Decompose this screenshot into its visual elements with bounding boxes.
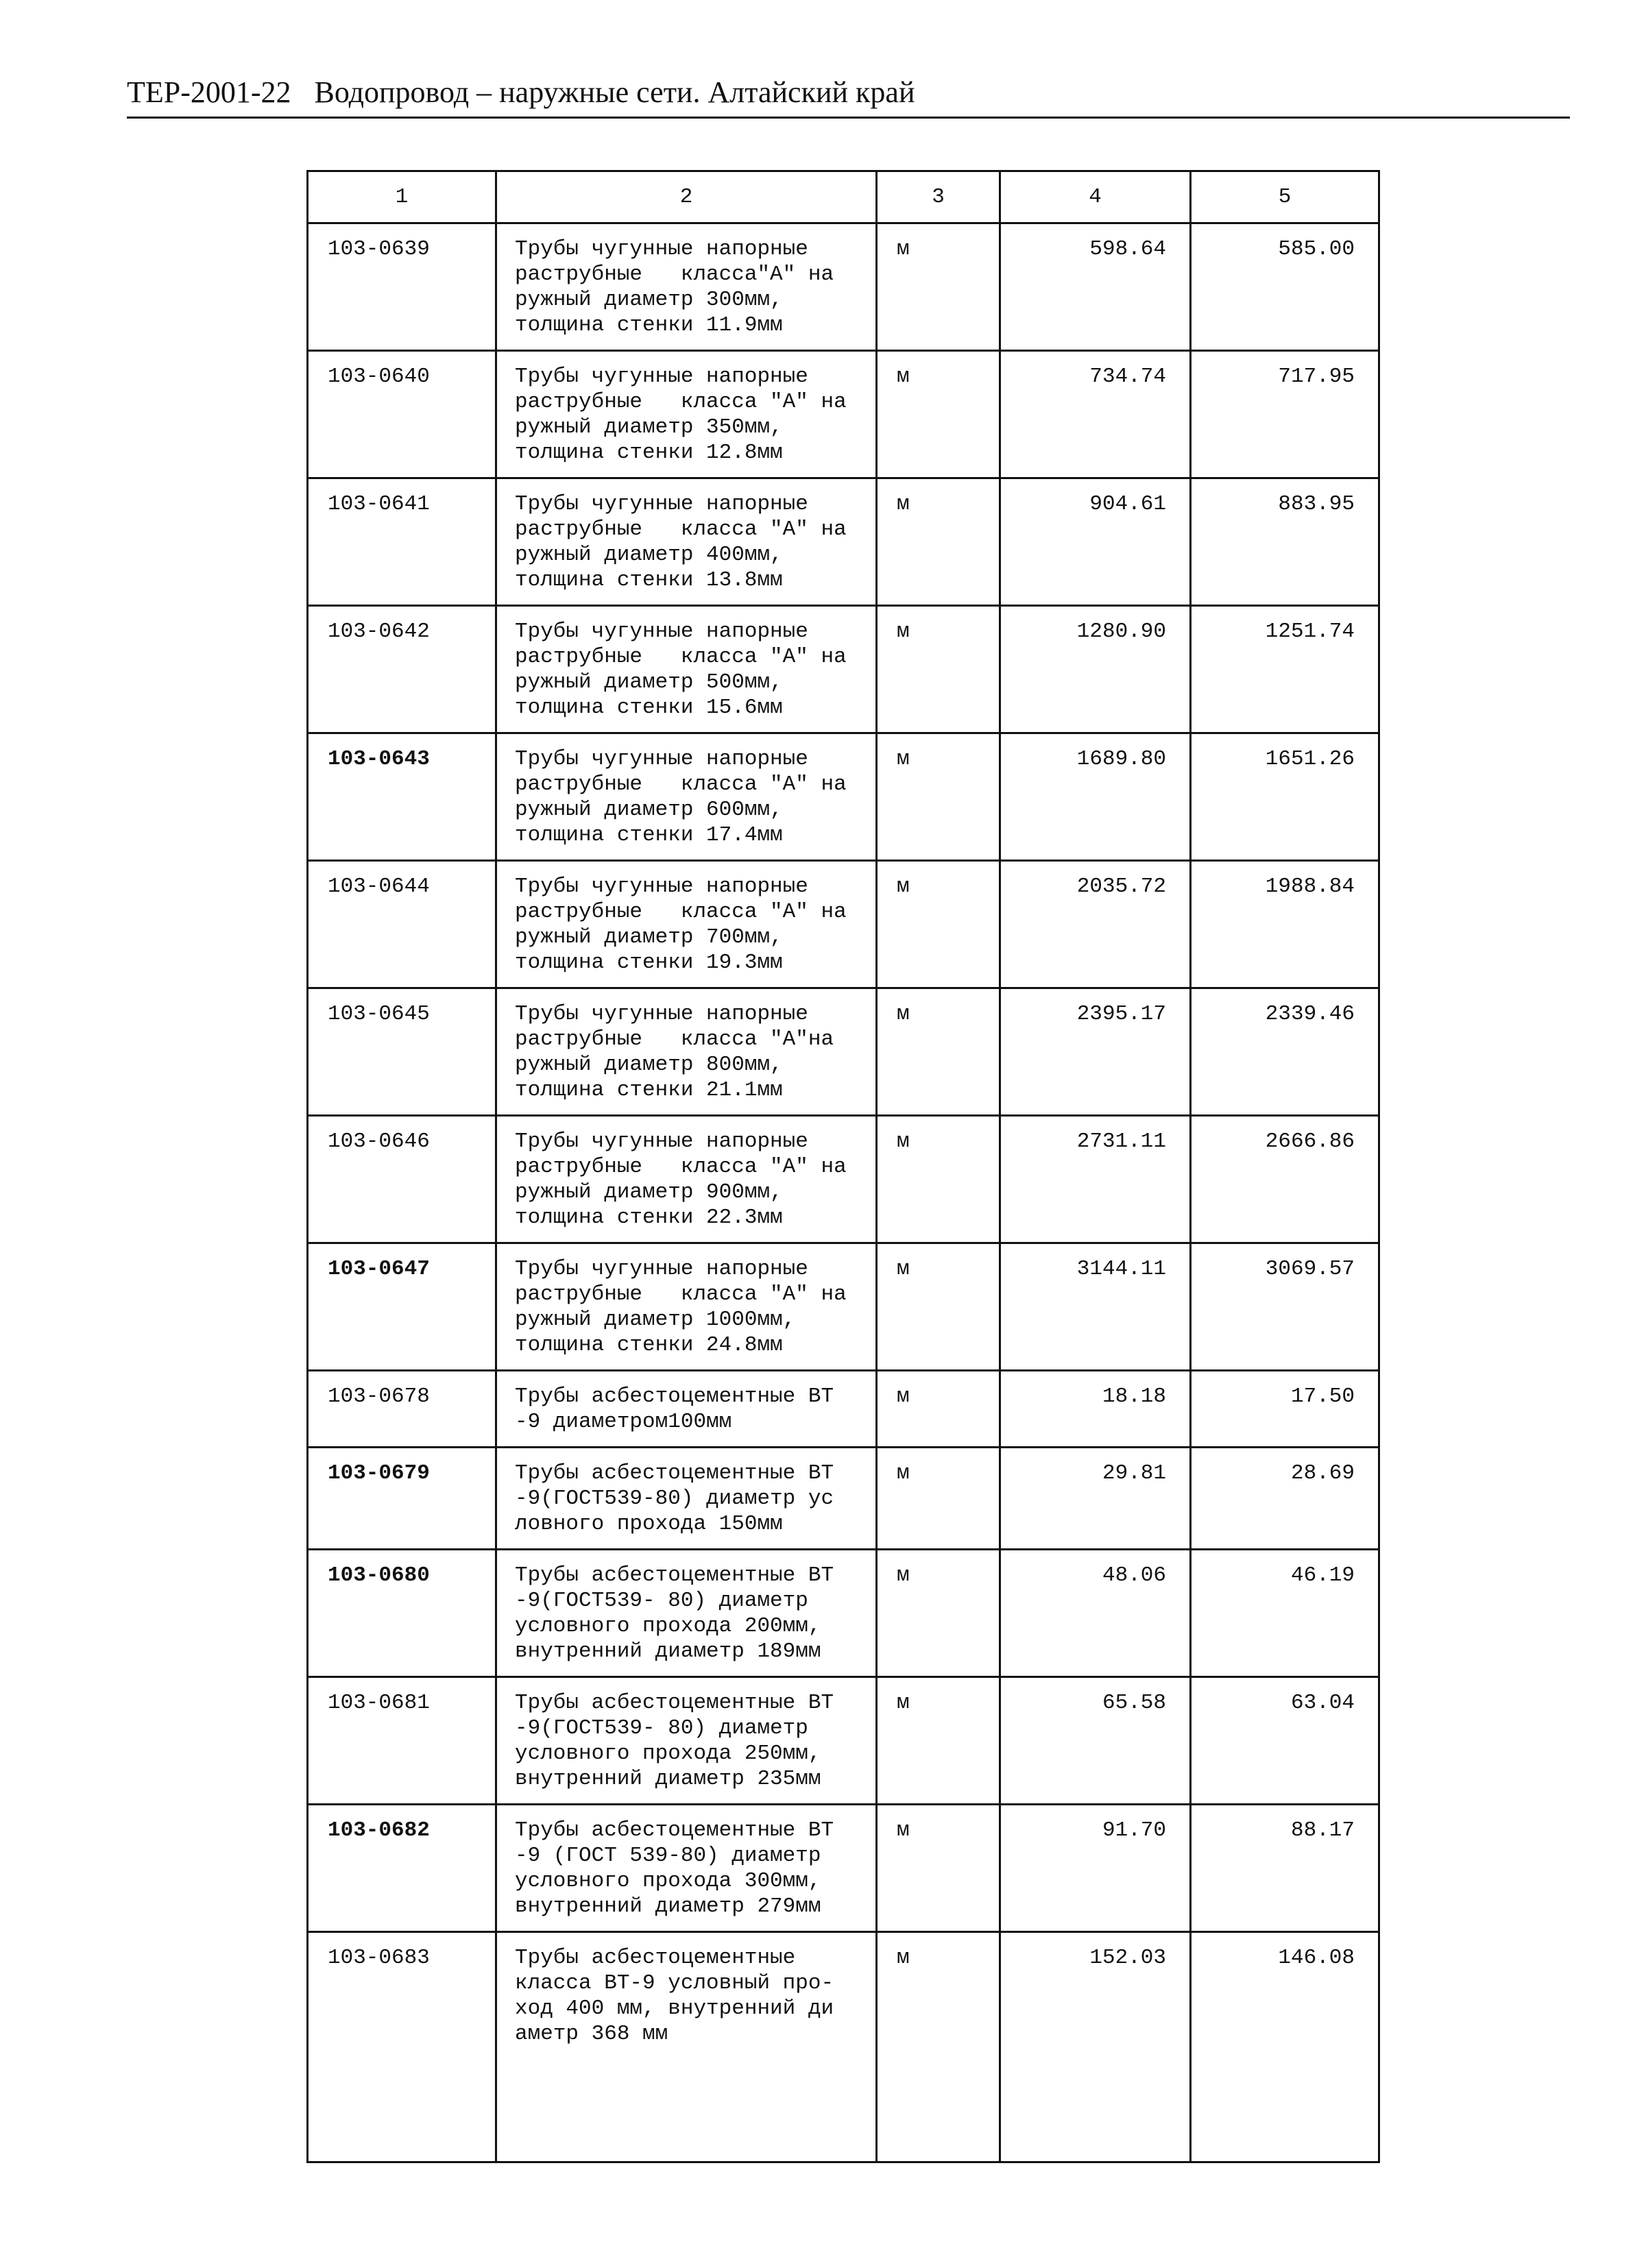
item-price-col4: 598.64 <box>1000 223 1191 351</box>
item-code: 103-0644 <box>308 861 496 988</box>
item-description-line: Трубы чугунные напорные <box>515 365 808 389</box>
table-row <box>308 733 1379 861</box>
item-description-line: толщина стенки 13.8мм <box>515 568 783 592</box>
item-code: 103-0645 <box>308 988 496 1116</box>
item-description-line: раструбные класса "А" на <box>515 772 847 796</box>
item-description <box>496 1371 877 1448</box>
column-number-row <box>308 171 1379 223</box>
item-code: 103-0642 <box>308 606 496 733</box>
table-row <box>308 1448 1379 1550</box>
item-description-line: условного прохода 300мм, <box>515 1869 821 1893</box>
item-description-line: ружный диаметр 700мм, <box>515 925 783 949</box>
item-description-line: ружный диаметр 400мм, <box>515 543 783 567</box>
item-description <box>496 478 877 606</box>
item-unit: м <box>877 733 1000 861</box>
item-price-col5: 3069.57 <box>1191 1243 1379 1371</box>
item-description <box>496 606 877 733</box>
table-row <box>308 1932 1379 2162</box>
item-description <box>496 988 877 1116</box>
item-description-line: раструбные класса "А"на <box>515 1027 834 1051</box>
item-code: 103-0681 <box>308 1677 496 1805</box>
item-price-col5: 88.17 <box>1191 1805 1379 1932</box>
item-unit: м <box>877 861 1000 988</box>
table-row <box>308 1243 1379 1371</box>
item-unit: м <box>877 351 1000 478</box>
table-row <box>308 223 1379 351</box>
item-unit: м <box>877 1677 1000 1805</box>
item-price-col4: 152.03 <box>1000 1932 1191 2162</box>
item-price-col4: 2395.17 <box>1000 988 1191 1116</box>
item-price-col5: 63.04 <box>1191 1677 1379 1805</box>
item-description-line: -9(ГОСТ539- 80) диаметр <box>515 1716 808 1740</box>
item-description-line: Трубы чугунные напорные <box>515 875 808 899</box>
item-price-col5: 2339.46 <box>1191 988 1379 1116</box>
table-row <box>308 478 1379 606</box>
item-description-line: Трубы чугунные напорные <box>515 1002 808 1026</box>
item-unit: м <box>877 1116 1000 1243</box>
item-description-line: толщина стенки 15.6мм <box>515 696 783 720</box>
column-number: 2 <box>496 171 877 223</box>
document-title: Водопровод – наружные сети. Алтайский край <box>314 75 915 109</box>
item-unit: м <box>877 1550 1000 1677</box>
item-description-line: Трубы асбестоцементные ВТ <box>515 1818 834 1842</box>
item-price-col4: 29.81 <box>1000 1448 1191 1550</box>
table-row <box>308 1550 1379 1677</box>
item-description-line: раструбные класса "А" на <box>515 1282 847 1306</box>
table-body <box>308 223 1379 2162</box>
item-code: 103-0680 <box>308 1550 496 1677</box>
item-description-line: ловного прохода 150мм <box>515 1512 783 1536</box>
item-description-line: Трубы асбестоцементные ВТ <box>515 1691 834 1715</box>
item-description-line: раструбные класса "А" на <box>515 517 847 541</box>
page-header <box>127 69 1570 119</box>
item-code: 103-0640 <box>308 351 496 478</box>
item-description-line: -9(ГОСТ539-80) диаметр ус <box>515 1487 834 1511</box>
item-price-col5: 585.00 <box>1191 223 1379 351</box>
item-description <box>496 1448 877 1550</box>
item-description-line: толщина стенки 12.8мм <box>515 441 783 465</box>
table-row <box>308 1116 1379 1243</box>
item-price-col5: 146.08 <box>1191 1932 1379 2162</box>
item-code: 103-0643 <box>308 733 496 861</box>
item-description-line: толщина стенки 24.8мм <box>515 1333 783 1357</box>
item-code: 103-0682 <box>308 1805 496 1932</box>
item-price-col4: 2731.11 <box>1000 1116 1191 1243</box>
column-number: 4 <box>1000 171 1191 223</box>
item-description-line: условного прохода 250мм, <box>515 1742 821 1766</box>
item-description-line: ружный диаметр 800мм, <box>515 1053 783 1077</box>
table-row <box>308 351 1379 478</box>
item-code: 103-0646 <box>308 1116 496 1243</box>
item-description-line: ружный диаметр 300мм, <box>515 288 783 312</box>
item-description-line: толщина стенки 22.3мм <box>515 1206 783 1230</box>
item-price-col5: 17.50 <box>1191 1371 1379 1448</box>
item-description-line: ружный диаметр 900мм, <box>515 1180 783 1204</box>
item-price-col5: 46.19 <box>1191 1550 1379 1677</box>
item-code: 103-0639 <box>308 223 496 351</box>
item-price-col5: 28.69 <box>1191 1448 1379 1550</box>
item-unit: м <box>877 1805 1000 1932</box>
item-description-line: -9 (ГОСТ 539-80) диаметр <box>515 1844 821 1868</box>
item-price-col5: 1988.84 <box>1191 861 1379 988</box>
item-description-line: толщина стенки 19.3мм <box>515 951 783 975</box>
item-unit: м <box>877 606 1000 733</box>
item-description-line: аметр 368 мм <box>515 2022 668 2046</box>
item-unit: м <box>877 1371 1000 1448</box>
item-description <box>496 861 877 988</box>
table-row <box>308 861 1379 988</box>
item-description-line: Трубы чугунные напорные <box>515 1257 808 1281</box>
item-description <box>496 351 877 478</box>
item-unit: м <box>877 478 1000 606</box>
item-description-line: ружный диаметр 600мм, <box>515 798 783 822</box>
item-description-line: Трубы асбестоцементные ВТ <box>515 1461 834 1485</box>
item-description-line: внутренний диаметр 235мм <box>515 1767 821 1791</box>
item-description <box>496 1677 877 1805</box>
table-row <box>308 1677 1379 1805</box>
item-description-line: ружный диаметр 500мм, <box>515 670 783 694</box>
item-description-line: раструбные класса "А" на <box>515 390 847 414</box>
item-price-col4: 1689.80 <box>1000 733 1191 861</box>
item-code: 103-0641 <box>308 478 496 606</box>
item-price-col4: 2035.72 <box>1000 861 1191 988</box>
item-price-col5: 2666.86 <box>1191 1116 1379 1243</box>
item-description-line: Трубы чугунные напорные <box>515 1130 808 1154</box>
table-row <box>308 988 1379 1116</box>
item-price-col4: 904.61 <box>1000 478 1191 606</box>
item-description-line: раструбные класса "А" на <box>515 1155 847 1179</box>
item-description <box>496 1116 877 1243</box>
item-code: 103-0683 <box>308 1932 496 2162</box>
item-price-col4: 1280.90 <box>1000 606 1191 733</box>
item-unit: м <box>877 1243 1000 1371</box>
item-price-col4: 18.18 <box>1000 1371 1191 1448</box>
table-row <box>308 1371 1379 1448</box>
table-row <box>308 606 1379 733</box>
item-description-line: ход 400 мм, внутренний ди <box>515 1997 834 2021</box>
column-number: 3 <box>877 171 1000 223</box>
item-description-line: толщина стенки 21.1мм <box>515 1078 783 1102</box>
item-description-line: ружный диаметр 350мм, <box>515 415 783 439</box>
item-description-line: условного прохода 200мм, <box>515 1614 821 1638</box>
item-price-col5: 883.95 <box>1191 478 1379 606</box>
item-unit: м <box>877 1932 1000 2162</box>
item-description-line: Трубы чугунные напорные <box>515 747 808 771</box>
item-unit: м <box>877 988 1000 1116</box>
item-description-line: толщина стенки 11.9мм <box>515 313 783 337</box>
item-description-line: Трубы чугунные напорные <box>515 492 808 516</box>
column-number: 5 <box>1191 171 1379 223</box>
item-description-line: раструбные класса"А" на <box>515 263 834 286</box>
item-unit: м <box>877 223 1000 351</box>
table-row <box>308 1805 1379 1932</box>
item-description <box>496 1932 877 2162</box>
item-description <box>496 1243 877 1371</box>
item-unit: м <box>877 1448 1000 1550</box>
item-description-line: раструбные класса "А" на <box>515 645 847 669</box>
item-code: 103-0647 <box>308 1243 496 1371</box>
item-description-line: Трубы асбестоцементные ВТ <box>515 1385 834 1409</box>
item-description-line: раструбные класса "А" на <box>515 900 847 924</box>
item-price-col5: 717.95 <box>1191 351 1379 478</box>
item-price-col4: 734.74 <box>1000 351 1191 478</box>
item-description-line: -9 диаметром100мм <box>515 1410 732 1434</box>
item-description-line: внутренний диаметр 279мм <box>515 1894 821 1918</box>
item-description-line: Трубы асбестоцементные ВТ <box>515 1563 834 1587</box>
price-table <box>306 170 1380 2163</box>
item-code: 103-0679 <box>308 1448 496 1550</box>
item-description <box>496 223 877 351</box>
item-price-col4: 91.70 <box>1000 1805 1191 1932</box>
item-price-col4: 3144.11 <box>1000 1243 1191 1371</box>
item-description-line: ружный диаметр 1000мм, <box>515 1308 796 1332</box>
document-code: ТЕР-2001-22 <box>127 75 291 109</box>
item-description-line: -9(ГОСТ539- 80) диаметр <box>515 1589 808 1613</box>
column-number: 1 <box>308 171 496 223</box>
item-description-line: толщина стенки 17.4мм <box>515 823 783 847</box>
item-description <box>496 1805 877 1932</box>
item-price-col5: 1651.26 <box>1191 733 1379 861</box>
item-description-line: Трубы чугунные напорные <box>515 237 808 261</box>
item-price-col4: 65.58 <box>1000 1677 1191 1805</box>
item-description-line: Трубы асбестоцементные <box>515 1946 796 1970</box>
item-code: 103-0678 <box>308 1371 496 1448</box>
item-description-line: класса ВТ-9 условный про- <box>515 1971 834 1995</box>
item-price-col4: 48.06 <box>1000 1550 1191 1677</box>
item-description <box>496 733 877 861</box>
item-price-col5: 1251.74 <box>1191 606 1379 733</box>
item-description-line: внутренний диаметр 189мм <box>515 1639 821 1663</box>
item-description-line: Трубы чугунные напорные <box>515 620 808 644</box>
item-description <box>496 1550 877 1677</box>
